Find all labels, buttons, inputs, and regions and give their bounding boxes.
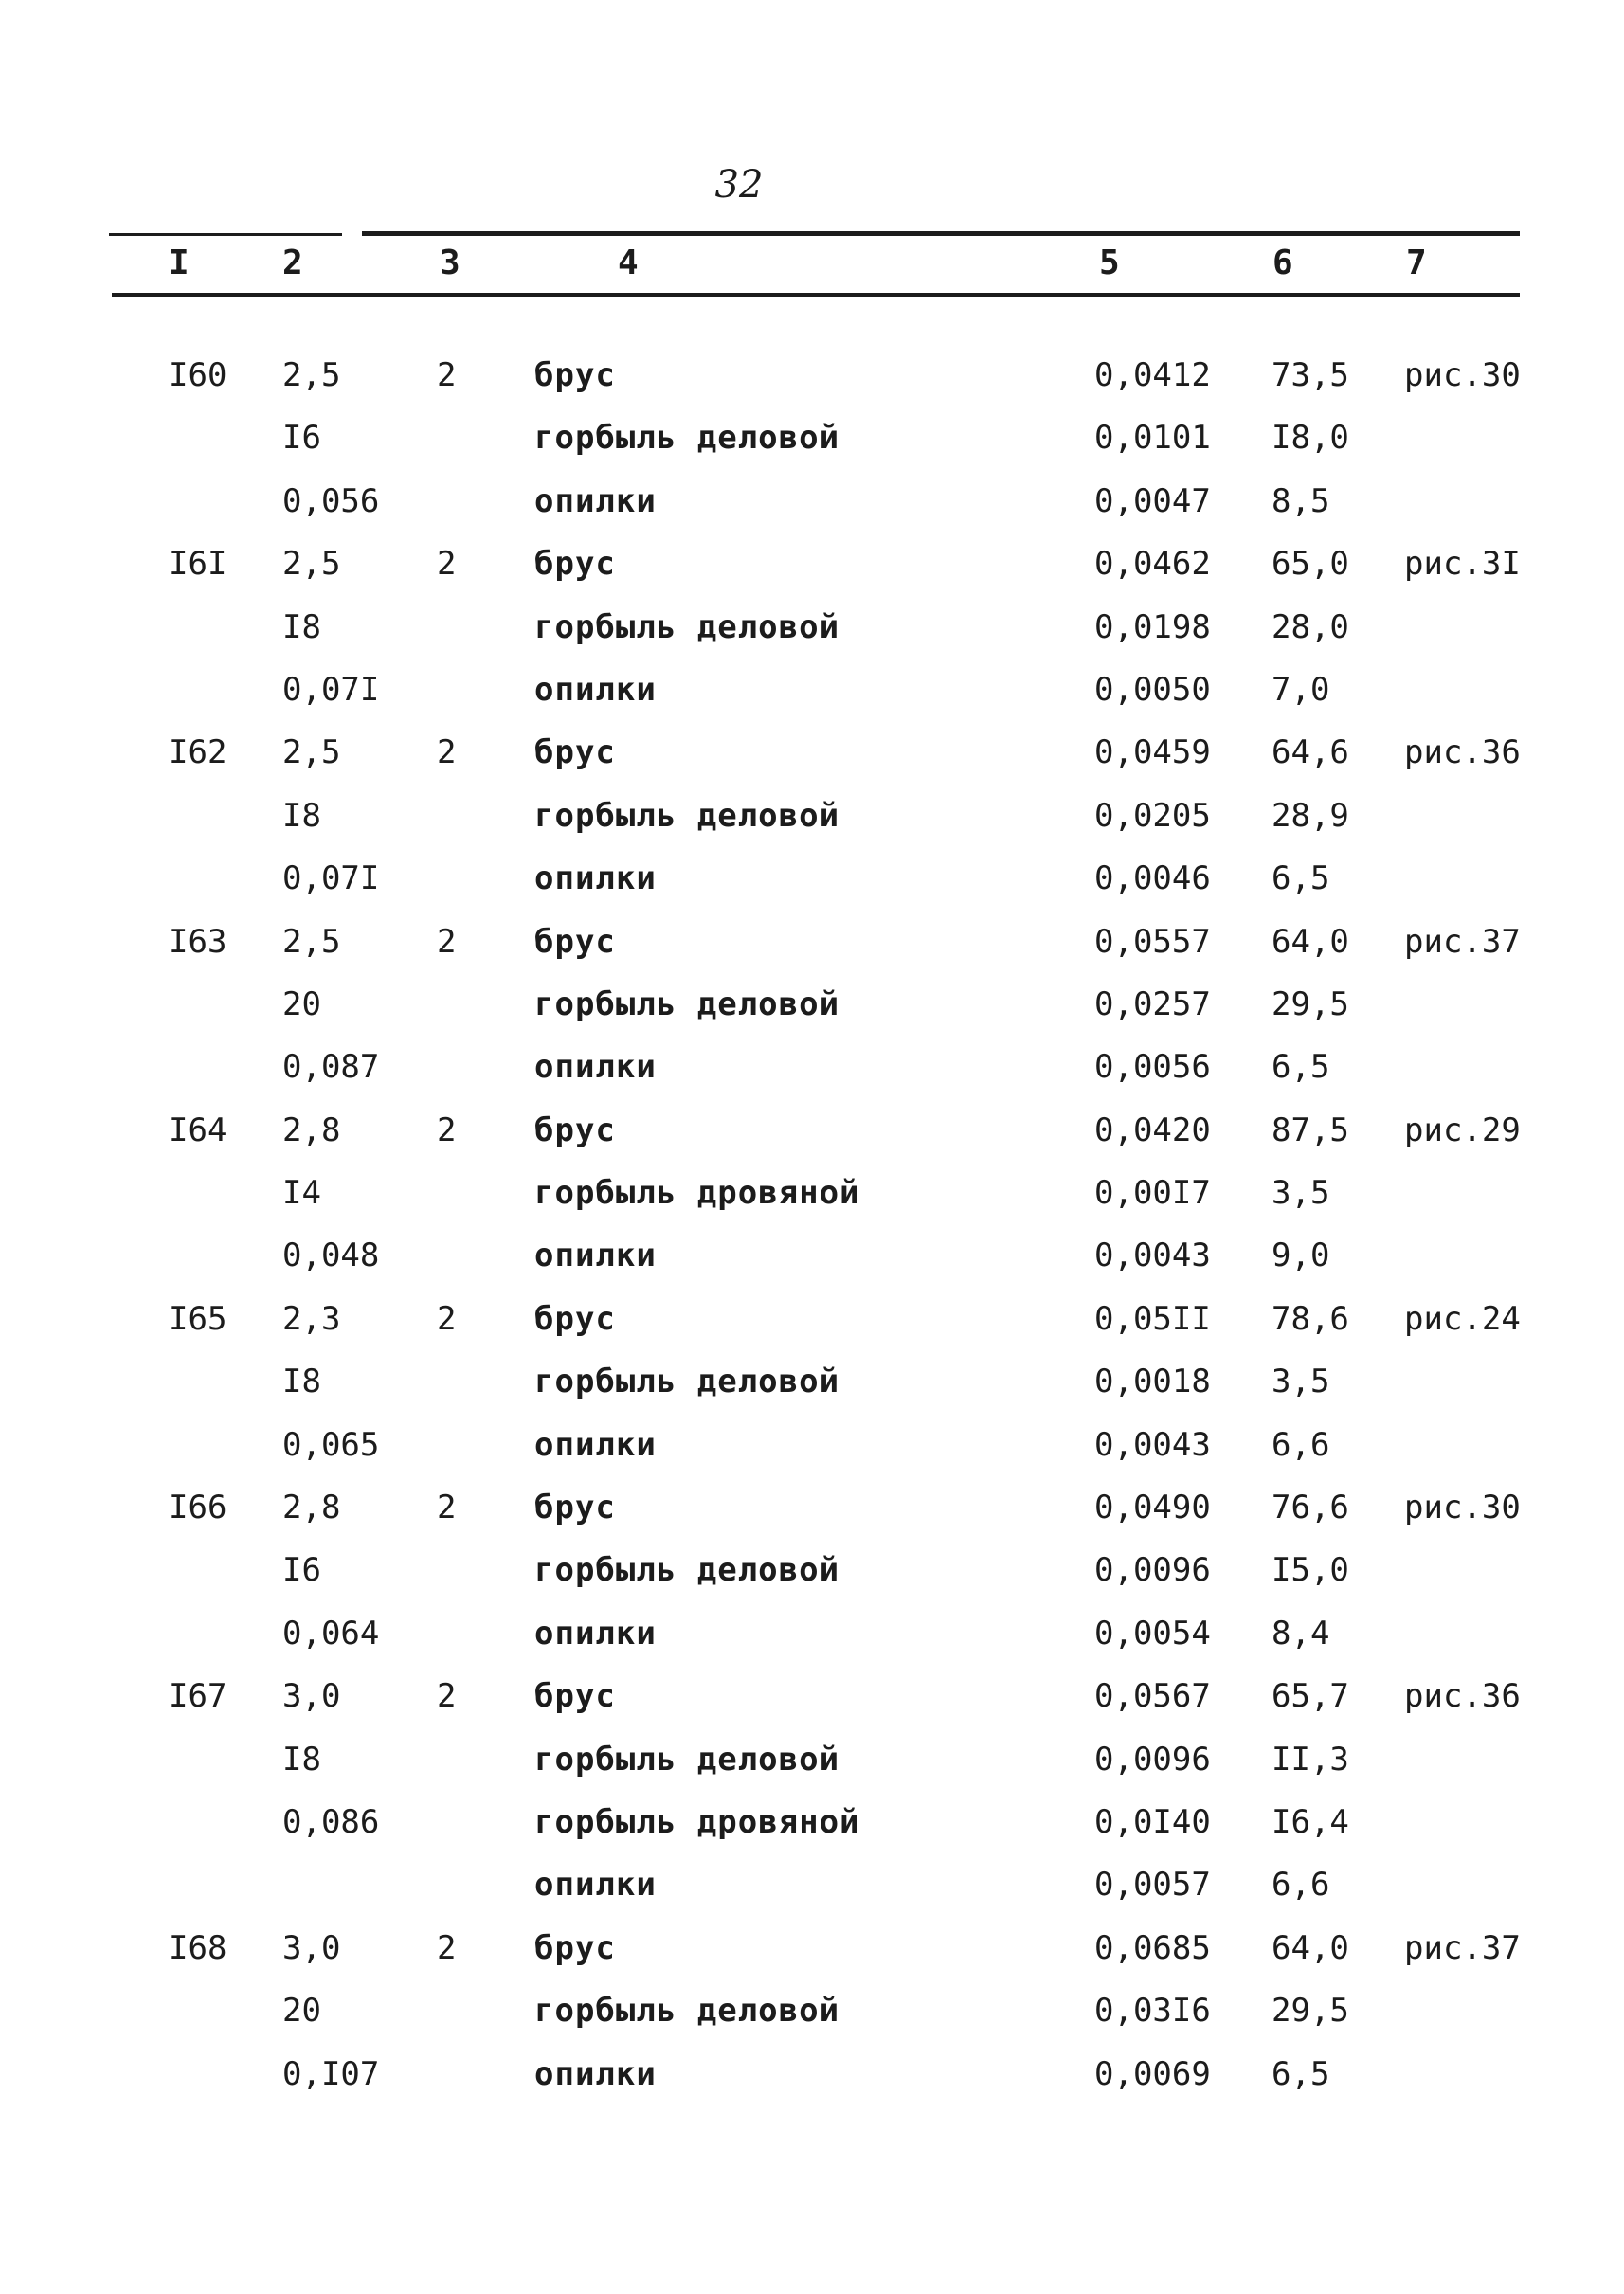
cell-item-number: I64 [169,1111,227,1149]
cell-volume: 0,0198 [1094,607,1211,646]
header-col-7: 7 [1406,244,1427,282]
cell-volume: 0,0557 [1094,922,1211,961]
cell-thickness: 2,3 [282,1299,341,1338]
table-row [0,1111,1624,1174]
cell-thickness: 0,048 [282,1237,380,1275]
cell-volume: 0,0056 [1094,1048,1211,1087]
cell-thickness: I6 [282,419,321,458]
cell-volume: 0,0047 [1094,481,1211,520]
cell-thickness: 2,5 [282,922,341,961]
table-row [0,985,1624,1048]
cell-figure-ref: рис.36 [1404,733,1521,772]
cell-volume: 0,0205 [1094,796,1211,835]
header-col-2: 2 [282,244,303,282]
table-row [0,1426,1624,1489]
cell-thickness: 0,07I [282,670,380,709]
table-row [0,1237,1624,1299]
cell-thickness: 0,087 [282,1048,380,1087]
cell-product-name: брус [534,733,616,772]
cell-percent: 29,5 [1272,984,1349,1023]
table-row [0,1866,1624,1928]
cell-item-number: I62 [169,733,227,772]
table-row [0,1300,1624,1363]
cell-count: 2 [437,1489,457,1527]
cell-percent: 8,4 [1272,1614,1330,1653]
cell-count: 2 [437,356,457,394]
cell-volume: 0,0043 [1094,1237,1211,1275]
cell-percent: 87,5 [1272,1111,1349,1149]
cell-volume: 0,05II [1094,1299,1211,1338]
cell-percent: 64,0 [1272,1928,1349,1967]
cell-percent: 29,5 [1272,1992,1349,2031]
cell-percent: 64,0 [1272,922,1349,961]
cell-product-name: горбыль деловой [534,607,840,646]
cell-thickness: I8 [282,1363,321,1401]
cell-item-number: I68 [169,1928,227,1967]
cell-product-name: опилки [534,1048,657,1087]
cell-volume: 0,0054 [1094,1614,1211,1653]
table-row [0,1615,1624,1677]
table-row [0,1929,1624,1992]
cell-volume: 0,0459 [1094,733,1211,772]
cell-volume: 0,0490 [1094,1489,1211,1527]
cell-percent: 8,5 [1272,481,1330,520]
cell-item-number: I66 [169,1489,227,1527]
cell-percent: 73,5 [1272,356,1349,394]
table-row [0,608,1624,671]
cell-figure-ref: рис.37 [1404,922,1521,961]
cell-product-name: брус [534,1299,616,1338]
cell-thickness: I8 [282,1740,321,1779]
cell-figure-ref: рис.36 [1404,1677,1521,1716]
header-top-rule-left [109,233,342,236]
cell-product-name: опилки [534,1866,657,1905]
cell-product-name: опилки [534,859,657,898]
cell-volume: 0,0567 [1094,1677,1211,1716]
cell-product-name: брус [534,356,616,394]
table-row [0,1489,1624,1551]
cell-volume: 0,0257 [1094,984,1211,1023]
cell-count: 2 [437,1928,457,1967]
cell-thickness: 0,056 [282,481,380,520]
cell-thickness: 2,5 [282,356,341,394]
table-row [0,2055,1624,2118]
table-row [0,1992,1624,2054]
cell-percent: I8,0 [1272,419,1349,458]
table-row [0,419,1624,481]
cell-volume: 0,0069 [1094,2054,1211,2093]
table-row [0,1803,1624,1866]
cell-percent: 6,6 [1272,1425,1330,1464]
cell-thickness: I4 [282,1174,321,1213]
cell-product-name: горбыль деловой [534,1551,840,1590]
cell-percent: II,3 [1272,1740,1349,1779]
cell-percent: 3,5 [1272,1174,1330,1213]
cell-volume: 0,0462 [1094,545,1211,584]
cell-percent: 64,6 [1272,733,1349,772]
cell-product-name: брус [534,922,616,961]
cell-volume: 0,0096 [1094,1740,1211,1779]
cell-percent: 3,5 [1272,1363,1330,1401]
cell-product-name: горбыль деловой [534,1740,840,1779]
cell-item-number: I60 [169,356,227,394]
table-header [0,243,1624,290]
table-body [0,356,1624,2118]
cell-volume: 0,0057 [1094,1866,1211,1905]
cell-thickness: 3,0 [282,1677,341,1716]
cell-count: 2 [437,1677,457,1716]
cell-thickness: 2,5 [282,545,341,584]
cell-thickness: 2,8 [282,1489,341,1527]
cell-volume: 0,0I40 [1094,1802,1211,1841]
table-row [0,356,1624,419]
cell-thickness: 0,065 [282,1425,380,1464]
cell-figure-ref: рис.3I [1404,545,1521,584]
cell-thickness: 0,086 [282,1802,380,1841]
header-col-6: 6 [1272,244,1293,282]
cell-volume: 0,0046 [1094,859,1211,898]
cell-volume: 0,0420 [1094,1111,1211,1149]
table-row [0,671,1624,733]
cell-percent: 76,6 [1272,1489,1349,1527]
cell-product-name: горбыль деловой [534,419,840,458]
table-row [0,797,1624,859]
table-row [0,1677,1624,1740]
cell-count: 2 [437,922,457,961]
cell-count: 2 [437,545,457,584]
cell-figure-ref: рис.29 [1404,1111,1521,1149]
cell-item-number: I67 [169,1677,227,1716]
cell-thickness: 0,064 [282,1614,380,1653]
cell-figure-ref: рис.30 [1404,1489,1521,1527]
cell-product-name: брус [534,1928,616,1967]
cell-thickness: 2,8 [282,1111,341,1149]
cell-product-name: горбыль деловой [534,1992,840,2031]
cell-percent: 7,0 [1272,670,1330,709]
table-row [0,923,1624,985]
cell-product-name: брус [534,545,616,584]
cell-thickness: 20 [282,1992,321,2031]
cell-thickness: 20 [282,984,321,1023]
cell-product-name: брус [534,1677,616,1716]
table-row [0,1741,1624,1803]
cell-item-number: I6I [169,545,227,584]
cell-volume: 0,0050 [1094,670,1211,709]
header-top-rule-right [362,231,1520,236]
cell-thickness: 0,07I [282,859,380,898]
cell-figure-ref: рис.24 [1404,1299,1521,1338]
table-row [0,1551,1624,1614]
cell-item-number: I65 [169,1299,227,1338]
cell-percent: 6,6 [1272,1866,1330,1905]
cell-product-name: брус [534,1111,616,1149]
table-row [0,1363,1624,1425]
cell-percent: I5,0 [1272,1551,1349,1590]
cell-percent: 9,0 [1272,1237,1330,1275]
cell-percent: 65,0 [1272,545,1349,584]
cell-product-name: опилки [534,481,657,520]
cell-product-name: брус [534,1489,616,1527]
cell-item-number: I63 [169,922,227,961]
header-col-1: I [169,244,189,282]
cell-percent: 65,7 [1272,1677,1349,1716]
cell-percent: 28,0 [1272,607,1349,646]
cell-product-name: опилки [534,2054,657,2093]
cell-volume: 0,0018 [1094,1363,1211,1401]
cell-volume: 0,0412 [1094,356,1211,394]
header-col-4: 4 [618,244,639,282]
cell-percent: 6,5 [1272,2054,1330,2093]
cell-product-name: опилки [534,1425,657,1464]
cell-thickness: 3,0 [282,1928,341,1967]
cell-count: 2 [437,733,457,772]
cell-percent: I6,4 [1272,1802,1349,1841]
cell-product-name: горбыль деловой [534,1363,840,1401]
table-row [0,1048,1624,1111]
cell-product-name: опилки [534,670,657,709]
cell-product-name: опилки [534,1237,657,1275]
cell-figure-ref: рис.30 [1404,356,1521,394]
cell-volume: 0,0101 [1094,419,1211,458]
table-row [0,482,1624,545]
cell-volume: 0,0096 [1094,1551,1211,1590]
cell-volume: 0,00I7 [1094,1174,1211,1213]
cell-percent: 28,9 [1272,796,1349,835]
cell-percent: 78,6 [1272,1299,1349,1338]
cell-product-name: опилки [534,1614,657,1653]
cell-product-name: горбыль деловой [534,984,840,1023]
cell-product-name: горбыль дровяной [534,1802,860,1841]
table-row [0,545,1624,607]
cell-thickness: I6 [282,1551,321,1590]
cell-thickness: 0,I07 [282,2054,380,2093]
cell-percent: 6,5 [1272,1048,1330,1087]
cell-volume: 0,03I6 [1094,1992,1211,2031]
cell-figure-ref: рис.37 [1404,1928,1521,1967]
cell-volume: 0,0043 [1094,1425,1211,1464]
cell-thickness: I8 [282,796,321,835]
cell-product-name: горбыль дровяной [534,1174,860,1213]
table-row [0,733,1624,796]
page-number: 32 [714,163,764,207]
table-row [0,1174,1624,1237]
cell-count: 2 [437,1111,457,1149]
cell-thickness: I8 [282,607,321,646]
header-bottom-rule [112,293,1520,297]
header-col-5: 5 [1099,244,1120,282]
header-col-3: 3 [440,244,460,282]
cell-percent: 6,5 [1272,859,1330,898]
cell-thickness: 2,5 [282,733,341,772]
cell-product-name: горбыль деловой [534,796,840,835]
cell-count: 2 [437,1299,457,1338]
cell-volume: 0,0685 [1094,1928,1211,1967]
table-row [0,859,1624,922]
